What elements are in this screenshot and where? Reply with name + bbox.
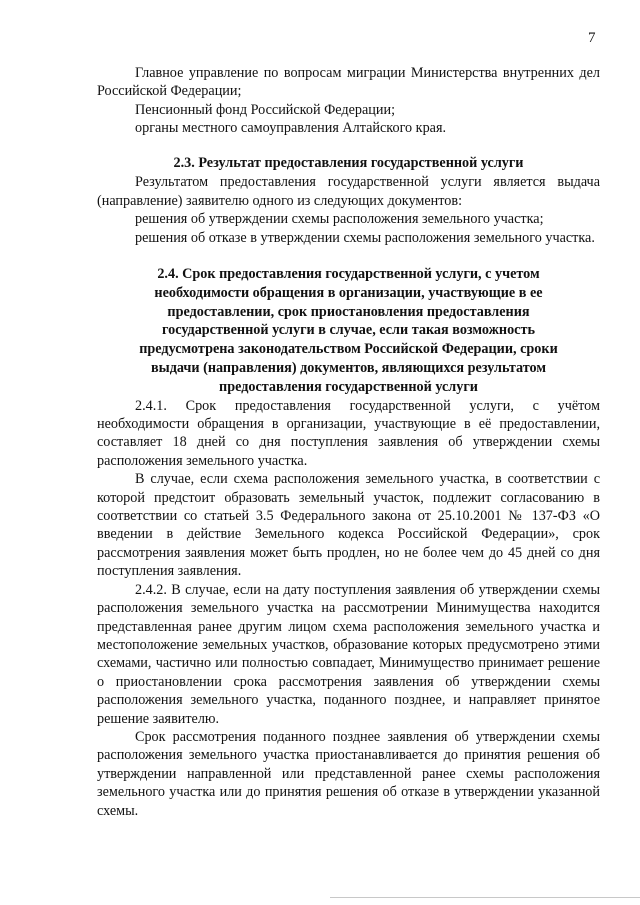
section-2-4-2-suspension-paragraph: Срок рассмотрения поданного позднее заявления об утверждении схемы расположения земельного участка приостанавливается до принятия решения об утверждении направленной или представленной ранее схемы расположения земельного участка или до принятия решения об отказе в утверждении указанной схемы. — [97, 728, 600, 819]
section-2-3-paragraph: Результатом предоставления государственной услуги является выдача (направление) заявителю одного из следующих документов: — [97, 174, 600, 209]
intro-paragraph-3: органы местного самоуправления Алтайского края. — [135, 120, 447, 137]
section-2-3-list-item: решения об отказе в утверждении схемы расположения земельного участка. — [135, 229, 595, 246]
section-2-4-1-paragraph: 2.4.1. Срок предоставления государственной услуги, с учётом необходимости обращения в организации, участвующие в её предоставлении, составляет 18 дней со дня поступления заявления об утверждении схемы расположения земельного участка. — [97, 397, 600, 469]
document-body — [97, 64, 600, 820]
section-2-3-list-item: решения об утверждении схемы расположения земельного участка; — [135, 211, 544, 228]
section-2-4-heading: 2.4. Срок предоставления государственной услуги, с учетом необходимости обращения в организации, участвующие в ее предоставлении, срок приостановления предоставления государственной услуги в случае, если такая возможность предусмотрена законодательством Российской Федерации, сроки выдачи (направления) документов, являющихся результатом предоставления государственной услуги — [139, 266, 558, 395]
section-2-3-heading: 2.3. Результат предоставления государственной услуги — [173, 154, 524, 171]
section-2-4-1-extension-paragraph: В случае, если схема расположения земельного участка, в соответствии с которой предстоит образовать земельный участок, подлежит согласованию в соответствии со статьей 3.5 Федерального закона от 25.10.2001 № 137-ФЗ «О введении в действие Земельного кодекса Российской Федерации», срок рассмотрения заявления может быть продлен, но не более чем до 45 дней со дня поступления заявления. — [97, 471, 600, 580]
intro-paragraph-1: Главное управление по вопросам миграции Министерства внутренних дел Российской Федерации; — [97, 65, 600, 100]
bottom-divider — [330, 897, 640, 898]
page-number: 7 — [588, 30, 596, 46]
section-2-4-2-paragraph: 2.4.2. В случае, если на дату поступления заявления об утверждении схемы расположения земельного участка на рассмотрении Минимущества находится представленная ранее другим лицом схема расположения земельного участка и местоположение земельных участков, образование которых предусмотрено этими схемами, частично или полностью совпадает, Минимущество принимает решение о приостановлении срока рассмотрения заявления об утверждении схемы расположения земельного участка, поданного позднее, и направляет принятое решение заявителю. — [97, 581, 600, 727]
intro-paragraph-2: Пенсионный фонд Российской Федерации; — [135, 101, 396, 118]
